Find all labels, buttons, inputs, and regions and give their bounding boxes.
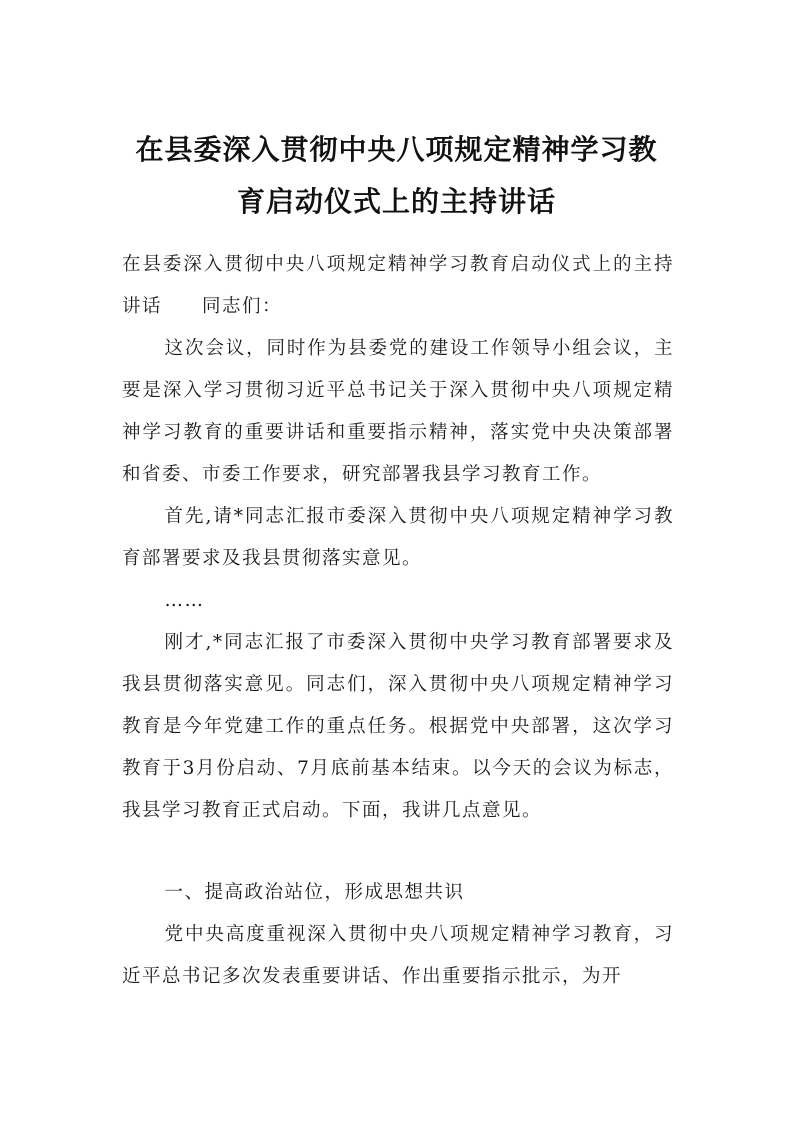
document-title-line-2: 育启动仪式上的主持讲话 bbox=[236, 185, 556, 218]
opening-paragraph: 在县委深入贯彻中央八项规定精神学习教育启动仪式上的主持讲话 同志们： bbox=[122, 254, 674, 317]
document-body bbox=[122, 244, 674, 998]
section-heading: 一、提高政治站位，形成思想共识 bbox=[164, 882, 465, 903]
body-paragraph: 这次会议，同时作为县委党的建设工作领导小组会议，主要是深入学习贯彻习近平总书记关于深入贯彻中央八项规定精神学习教育的重要讲话和重要指示精神，落实党中央决策部署和省委、市委工作要求，研究部署我县学习教育工作。 bbox=[122, 338, 674, 485]
body-paragraph: 首先,请*同志汇报市委深入贯彻中央八项规定精神学习教育部署要求及我县贯彻落实意见。 bbox=[122, 506, 674, 569]
ellipsis-paragraph: …… bbox=[164, 590, 205, 611]
paragraph-gap bbox=[122, 832, 674, 872]
body-paragraph: 刚才,*同志汇报了市委深入贯彻中央学习教育部署要求及我县贯彻落实意见。同志们，深入贯彻中央八项规定精神学习教育是今年党建工作的重点任务。根据党中央部署，这次学习教育于3月份启动、7月底前基本结束。以今天的会议为标志，我县学习教育正式启动。下面，我讲几点意见。 bbox=[122, 632, 674, 821]
body-paragraph: 党中央高度重视深入贯彻中央八项规定精神学习教育，习近平总书记多次发表重要讲话、作出重要指示批示，为开 bbox=[122, 924, 674, 987]
document-title-line-1: 在县委深入贯彻中央八项规定精神学习教 bbox=[135, 133, 658, 166]
